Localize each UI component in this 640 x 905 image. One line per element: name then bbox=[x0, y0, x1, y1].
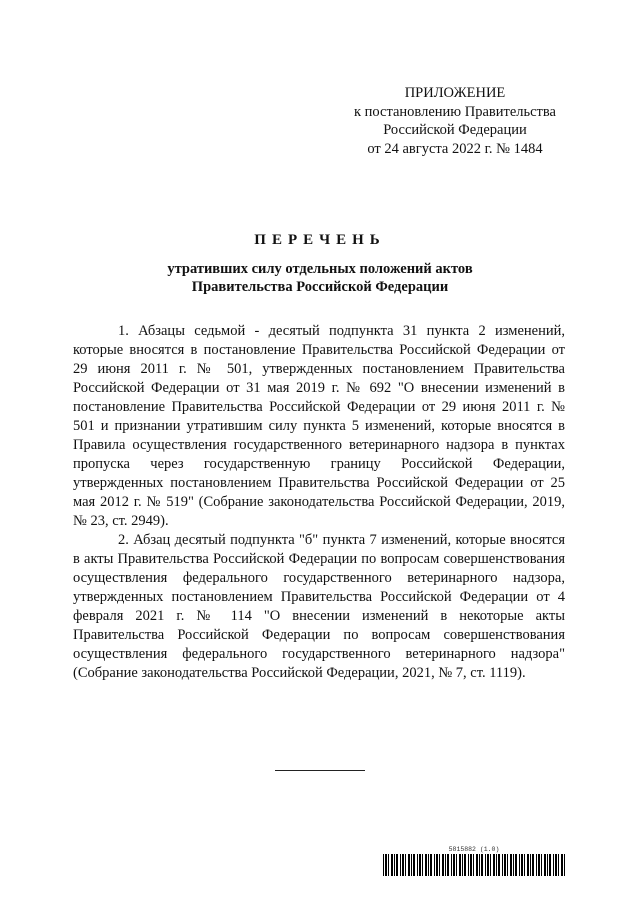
subtitle-line-2: Правительства Российской Федерации bbox=[191, 279, 449, 295]
document-subtitle bbox=[0, 260, 640, 296]
subtitle-line-1: утративших силу отдельных положений актов bbox=[167, 261, 473, 277]
paragraph-1: 1. Абзацы седьмой - десятый подпункта 31 пункта 2 изменений, которые вносятся в постановление Правительства Российской Федерации от 29 июня 2011 г. № 501, утвержденных постановлением Правительства Российской Федерации от 31 мая 2019 г. № 692 "О внесении изменений в постановление Правительства Российской Федерации от 29 июня 2011 г. № 501 и признании утратившим силу пункта 5 изменений, которые вносятся в Правила осуществления государственного ветеринарного надзора в пунктах пропуска через государственную границу Российской Федерации, утвержденных постановлением Правительства Российской Федерации от 25 мая 2012 г. № 519" (Собрание законодательства Российской Федерации, 2019, № 23, ст. 2949). bbox=[73, 323, 565, 529]
document-title: ПЕРЕЧЕНЬ bbox=[254, 232, 386, 248]
end-divider bbox=[275, 770, 365, 771]
appendix-line-government: Российской Федерации bbox=[383, 122, 527, 138]
document-body bbox=[73, 322, 565, 683]
appendix-line-resolution: к постановлению Правительства bbox=[354, 103, 556, 120]
paragraph-2: 2. Абзац десятый подпункта "б" пункта 7 изменений, которые вносятся в акты Правительства Российской Федерации по вопросам совершенствования осуществления федерального государственного ветеринарного надзора, утвержденных постановлением Правительства Российской Федерации от 4 февраля 2021 г. № 114 "О внесении изменений в некоторые акты Правительства Российской Федерации по вопросам совершенствования осуществления федерального государственного ветеринарного надзора" (Собрание законодательства Российской Федерации, 2021, № 7, ст. 1119). bbox=[73, 532, 565, 681]
appendix-header bbox=[330, 84, 580, 158]
barcode-image bbox=[383, 854, 565, 876]
appendix-label: ПРИЛОЖЕНИЕ bbox=[404, 85, 506, 101]
barcode-block bbox=[383, 846, 565, 876]
barcode-number: 5815882 (1.0) bbox=[448, 846, 500, 853]
appendix-line-date-number: от 24 августа 2022 г. № 1484 bbox=[367, 140, 543, 157]
